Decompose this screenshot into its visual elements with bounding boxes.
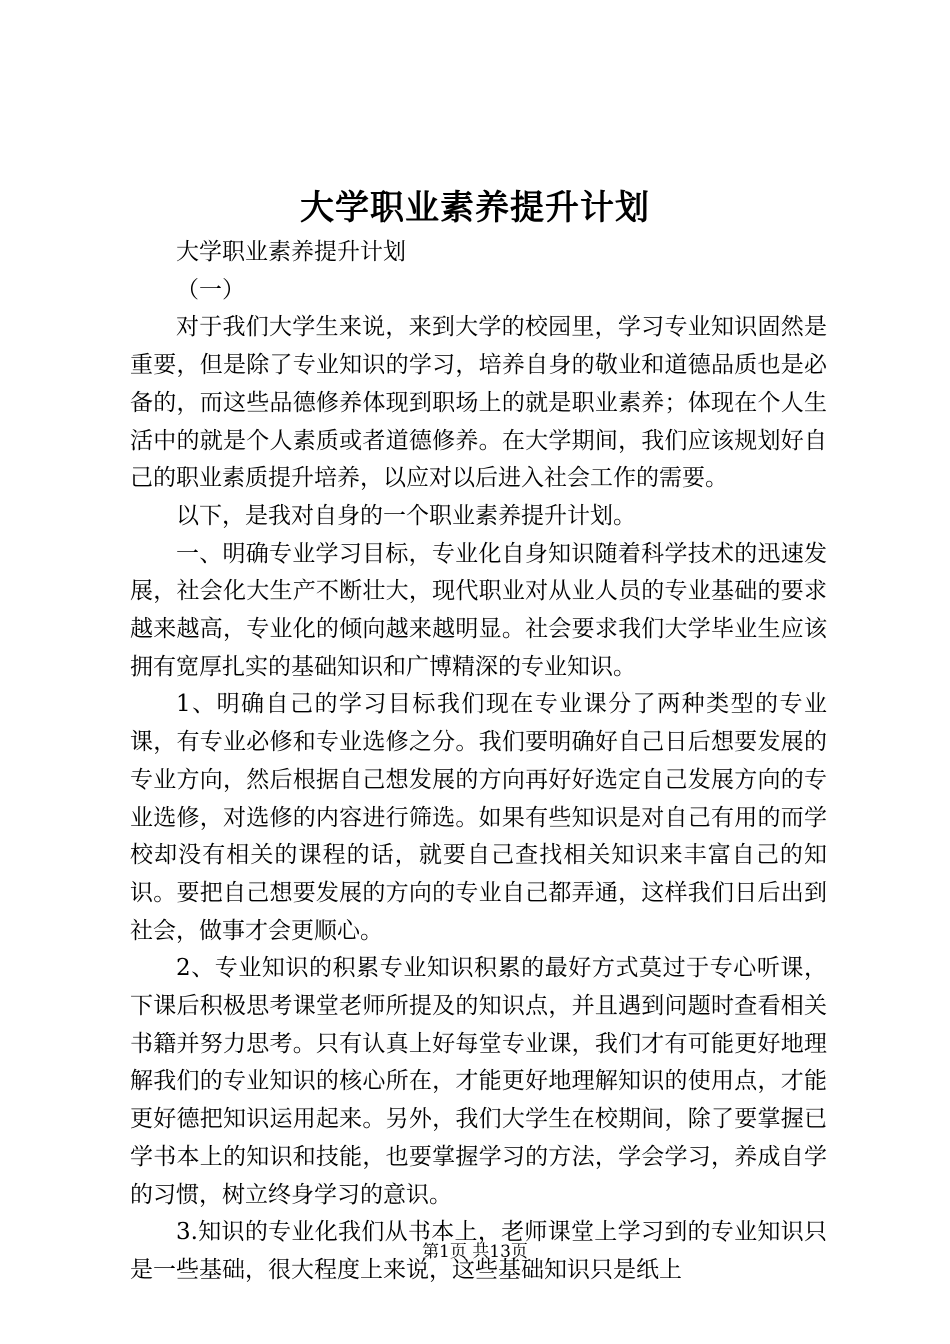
paragraph-section-marker: （一） <box>176 276 245 303</box>
paragraph: 一、明确专业学习目标，专业化自身知识随着科学技术的迅速发展，社会化大生产不断壮大，现代职业对从业人员的专业基础的要求越来越高，专业化的倾向越来越明显。社会要求我们大学毕业生应该拥有宽厚扎实的基础知识和广博精深的专业知识。 <box>130 540 827 680</box>
paragraph: 2、专业知识的积累专业知识积累的最好方式莫过于专心听课，下课后积极思考课堂老师所提及的知识点，并且遇到问题时查看相关书籍并努力思考。只有认真上好每堂专业课，我们才有可能更好地理解我们的专业知识的核心所在，才能更好地理解知识的使用点，才能更好德把知识运用起来。另外，我们大学生在校期间，除了要掌握已学书本上的知识和技能，也要掌握学习的方法，学会学习，养成自学的习惯，树立终身学习的意识。 <box>130 955 827 1208</box>
paragraph: 1、明确自己的学习目标我们现在专业课分了两种类型的专业课，有专业必修和专业选修之分。我们要明确好自己日后想要发展的专业方向，然后根据自己想发展的方向再好好选定自己发展方向的专业选修，对选修的内容进行筛选。如果有些知识是对自己有用的而学校却没有相关的课程的话，就要自己查找相关知识来丰富自己的知识。要把自己想要发展的方向的专业自己都弄通，这样我们日后出到社会，做事才会更顺心。 <box>130 691 827 944</box>
paragraph: 3.知识的专业化我们从书本上，老师课堂上学习到的专业知识只是一些基础，很大程度上来说，这些基础知识只是纸上 <box>130 1219 827 1283</box>
paragraph-subtitle: 大学职业素养提升计划 <box>176 239 406 265</box>
document-body <box>130 234 827 1290</box>
document-title: 大学职业素养提升计划 <box>300 188 650 228</box>
page-indicator: 第1页 共13页 <box>422 1242 528 1262</box>
paragraph: 以下，是我对自身的一个职业素养提升计划。 <box>176 502 636 529</box>
page-footer <box>0 1240 950 1264</box>
paragraph: 对于我们大学生来说，来到大学的校园里，学习专业知识固然是重要，但是除了专业知识的学习，培养自身的敬业和道德品质也是必备的，而这些品德修养体现到职场上的就是职业素养；体现在个人生活中的就是个人素质或者道德修养。在大学期间，我们应该规划好自己的职业素质提升培养，以应对以后进入社会工作的需要。 <box>130 314 827 492</box>
